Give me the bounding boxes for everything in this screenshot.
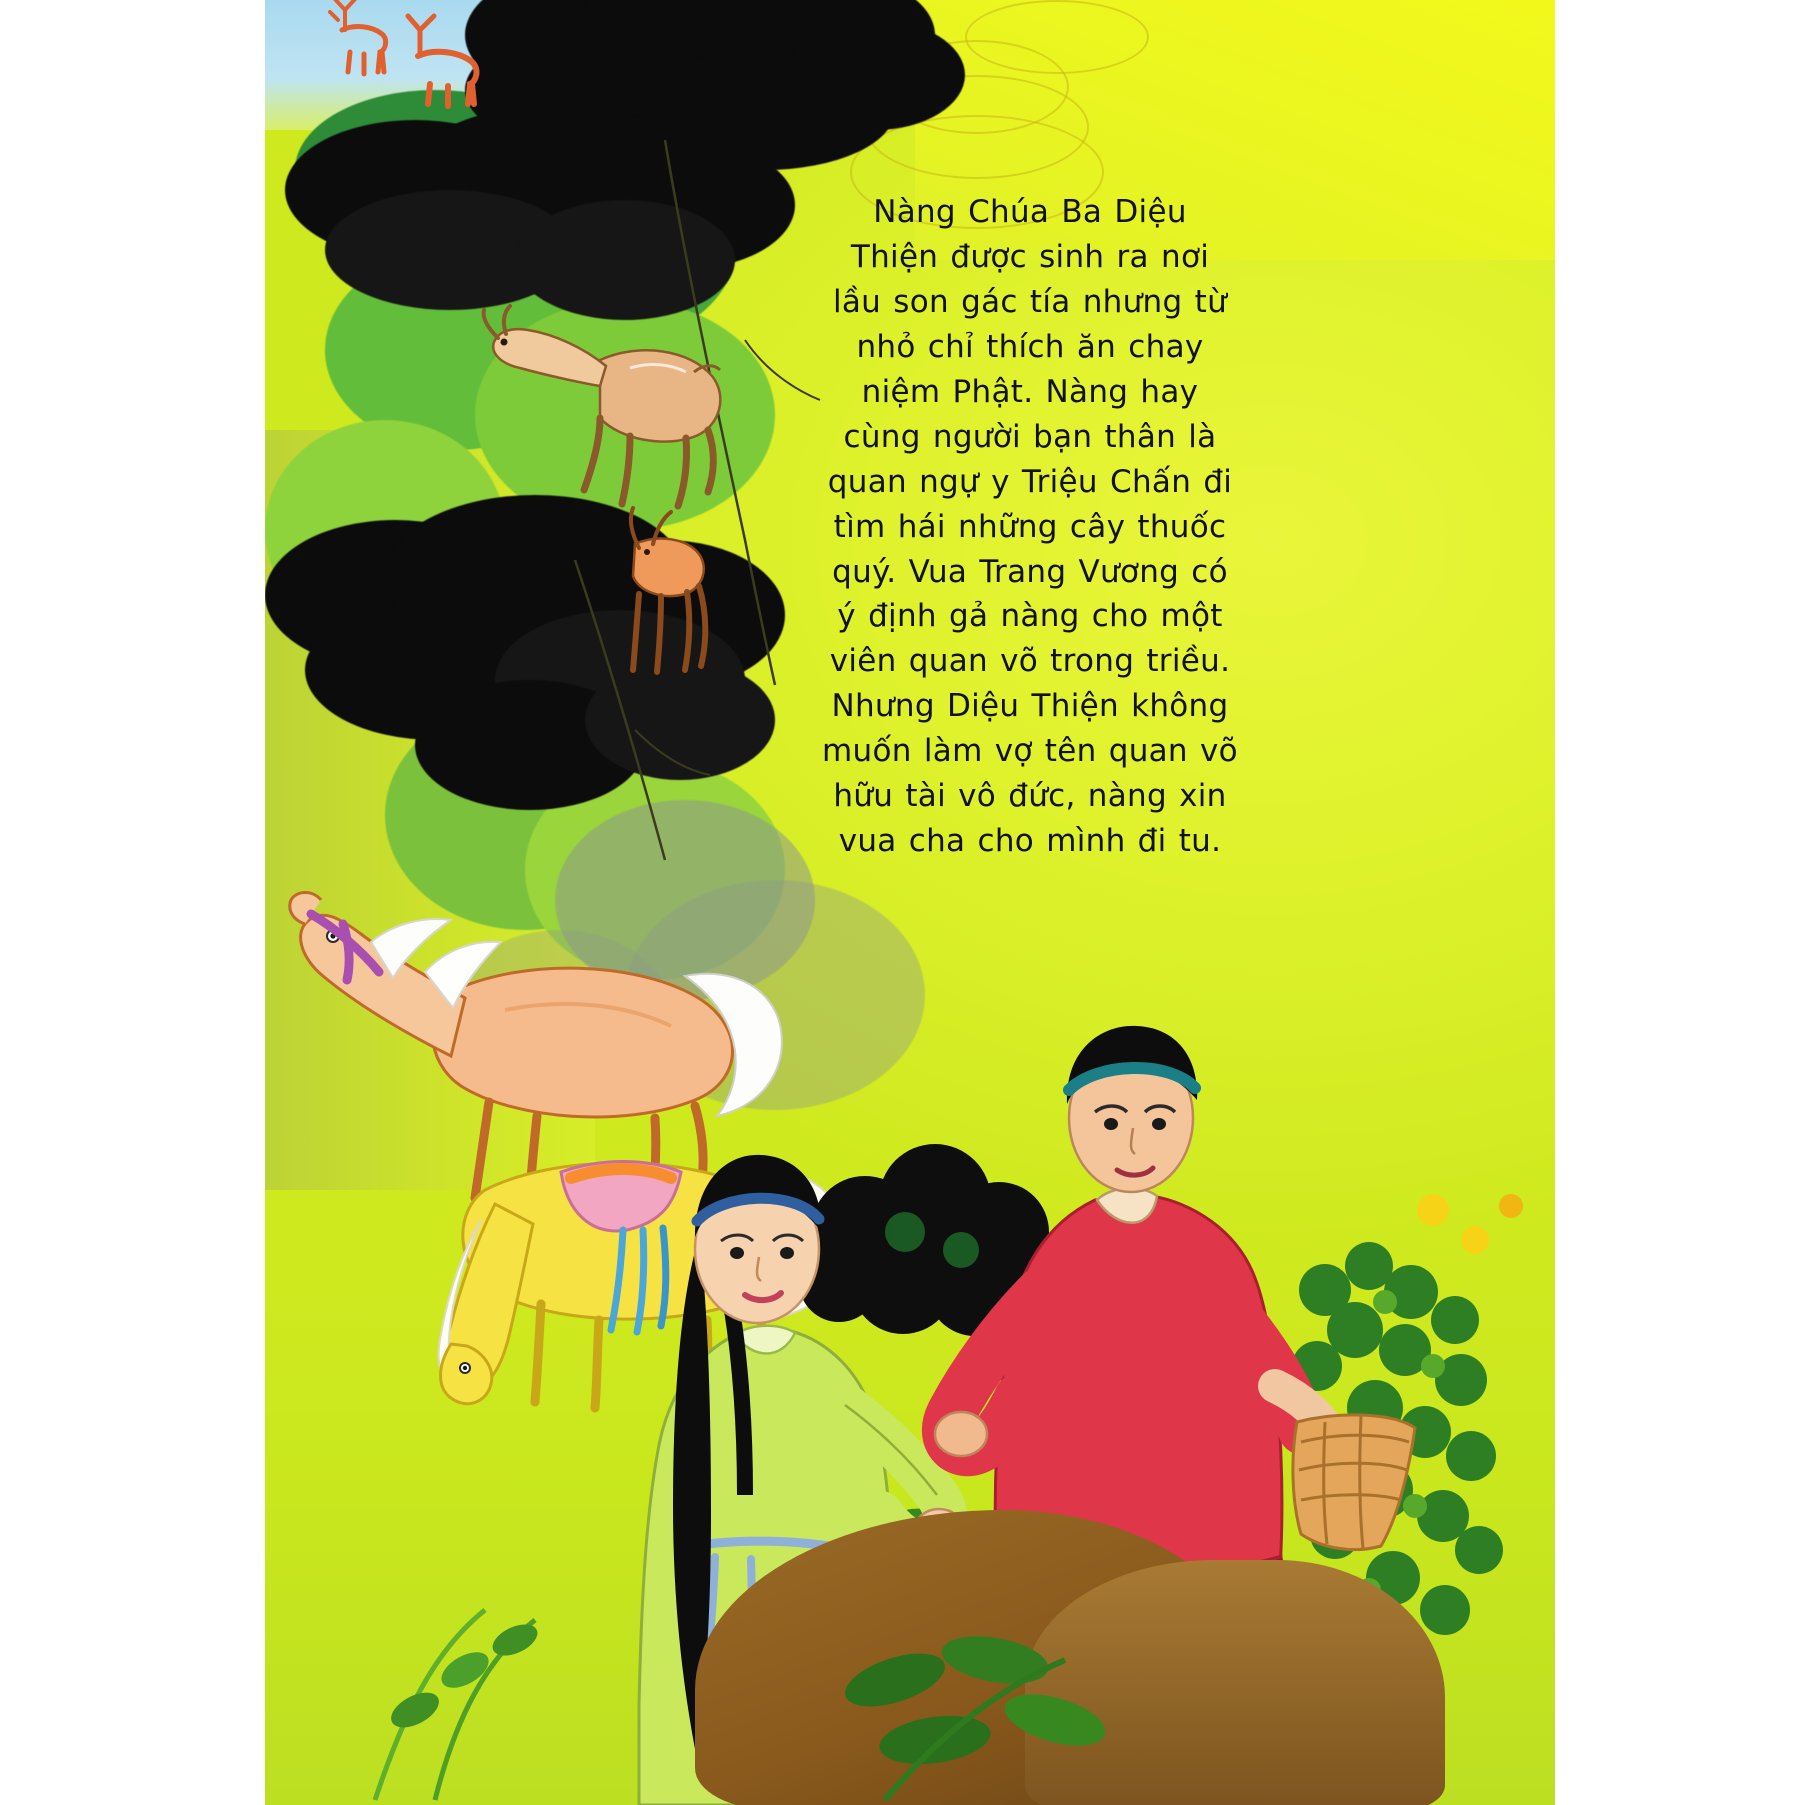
story-line: quan ngự y Triệu Chấn đi [827,463,1233,500]
story-line: niệm Phật. Nàng hay [861,373,1199,410]
fawn-on-hill [595,500,745,690]
book-page [265,0,1555,1805]
bush-flower [1417,1194,1523,1254]
story-line: hữu tài vô đức, nàng xin [833,778,1227,815]
foreground-leaves [825,1600,1245,1805]
story-line: nhỏ chỉ thích ăn chay [856,328,1204,365]
story-line: cùng người bạn thân là [843,418,1217,455]
herb-basket [1293,1415,1415,1550]
ink-wash-canopy [785,20,965,130]
story-line: viên quan võ trong triều. [829,643,1231,680]
story-line: quý. Vua Trang Vương có [832,553,1228,590]
story-line: ý định gả nàng cho một [837,598,1223,635]
story-line: Nàng Chúa Ba Diệu [873,194,1187,230]
story-line: lầu son gác tía nhưng từ [832,283,1228,320]
deer-on-hill [480,290,740,520]
deer-silhouette-top-right-icon [390,10,500,110]
story-line: muốn làm vợ tên quan võ [822,733,1238,770]
ridge-contour-line [965,0,1149,74]
story-line: tìm hái những cây thuốc [833,508,1227,545]
story-text-block [795,190,1265,864]
story-line: Nhưng Diệu Thiện không [831,688,1229,725]
story-line: vua cha cho mình đi tu. [838,823,1222,860]
story-line: Thiện được sinh ra nơi [850,238,1210,275]
